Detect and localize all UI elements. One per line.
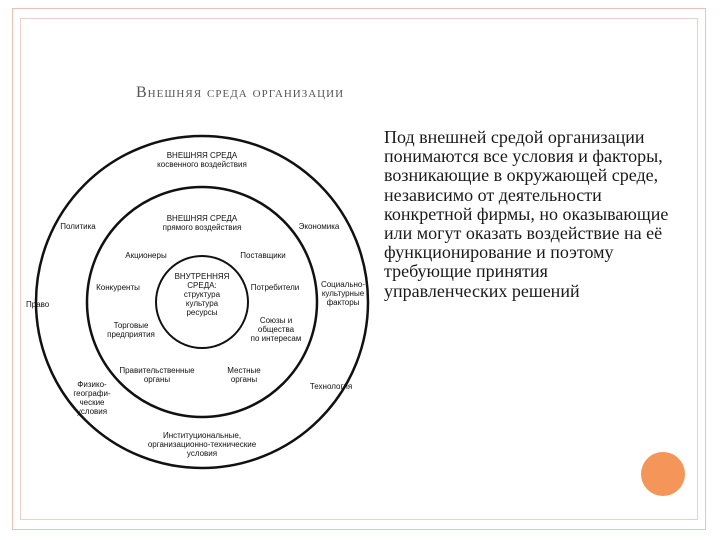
factor-technology: Технология [309,382,353,391]
factor-unions: Союзы и общества по интересам [250,316,302,343]
factor-government-bodies: Правительственные органы [119,366,195,384]
outer-ring-title: ВНЕШНЯЯ СРЕДА косвенного воздействия [157,151,247,169]
factor-law: Право [26,300,50,309]
factor-consumers: Потребители [250,283,300,292]
factor-trade-companies: Торговые предприятия [107,321,155,339]
factor-institutional: Институциональные, организационно-технические условия [147,431,257,458]
environment-diagram [24,130,374,475]
slide-body-text: Под внешней средой организации понимаются все условия и факторы, возникающие в окружающей среде, независимо от деятельности конкретной фирмы, но оказывающие или могут оказать воздействие на её функционирование и поэтому требующие принятия управленческих решений [384,127,669,301]
factor-competitors: Конкуренты [96,283,140,292]
factor-suppliers: Поставщики [240,251,286,260]
slide-title: Внешняя среда организации [136,84,345,101]
middle-ring-title: ВНЕШНЯЯ СРЕДА прямого воздействия [162,214,242,232]
factor-local-bodies: Местные органы [227,366,261,384]
factor-sociocultural: Социально- культурные факторы [320,280,366,307]
factor-politics: Политика [60,222,96,231]
factor-shareholders: Акционеры [125,251,167,260]
inner-environment-title: ВНУТРЕННЯЯ СРЕДА: структура культура ресурсы [174,272,230,317]
decorative-orange-circle [641,452,685,496]
factor-physical-geographic: Физико- географи- ческие условия [73,380,111,416]
factor-economy: Экономика [298,222,340,231]
